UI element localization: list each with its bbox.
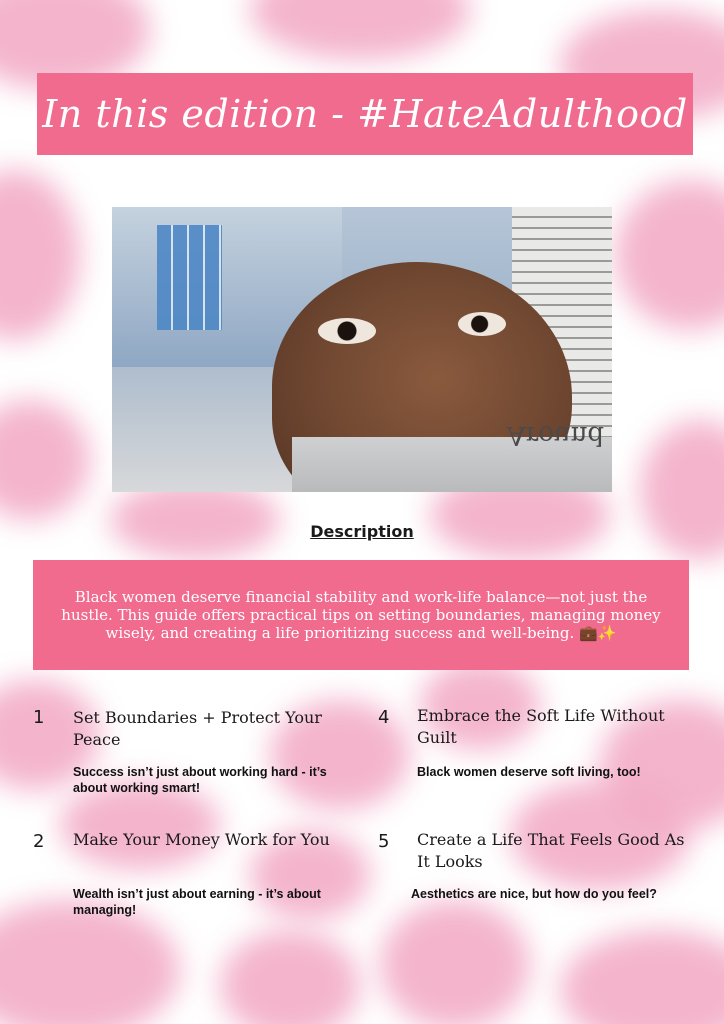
item-description: Aesthetics are nice, but how do you feel? — [411, 887, 657, 901]
briefcase-sparkles-icon: 💼✨ — [579, 624, 617, 642]
item-number: 1 — [33, 707, 45, 728]
item-description: Success isn’t just about working hard - it’s about working smart! — [73, 765, 327, 795]
item-number: 4 — [378, 707, 390, 728]
item-description: Wealth isn’t just about earning - it’s about managing! — [73, 887, 321, 917]
item-title: Make Your Money Work for You — [73, 830, 330, 849]
hero-image — [112, 207, 612, 492]
description-box — [33, 560, 689, 670]
edition-banner — [37, 73, 693, 155]
item-number: 5 — [378, 831, 390, 852]
description-text: Black women deserve financial stability and work-life balance—not just the hustle. This guide offers practical tips on setting boundaries, managing money wisely, and creating a life prioritizing success and well-being. 💼✨ — [61, 588, 661, 642]
item-title: Embrace the Soft Life Without Guilt — [417, 706, 665, 747]
banner-title: In this edition - #HateAdulthood — [42, 92, 688, 136]
item-description: Black women deserve soft living, too! — [417, 765, 641, 779]
right-eye — [458, 312, 506, 336]
item-title: Set Boundaries + Protect Your Peace — [73, 708, 322, 749]
description-heading: Description — [310, 522, 414, 541]
newspaper-word: Around — [507, 420, 604, 450]
item-title: Create a Life That Feels Good As It Looks — [417, 830, 685, 871]
item-number: 2 — [33, 831, 45, 852]
left-eye — [318, 318, 376, 344]
